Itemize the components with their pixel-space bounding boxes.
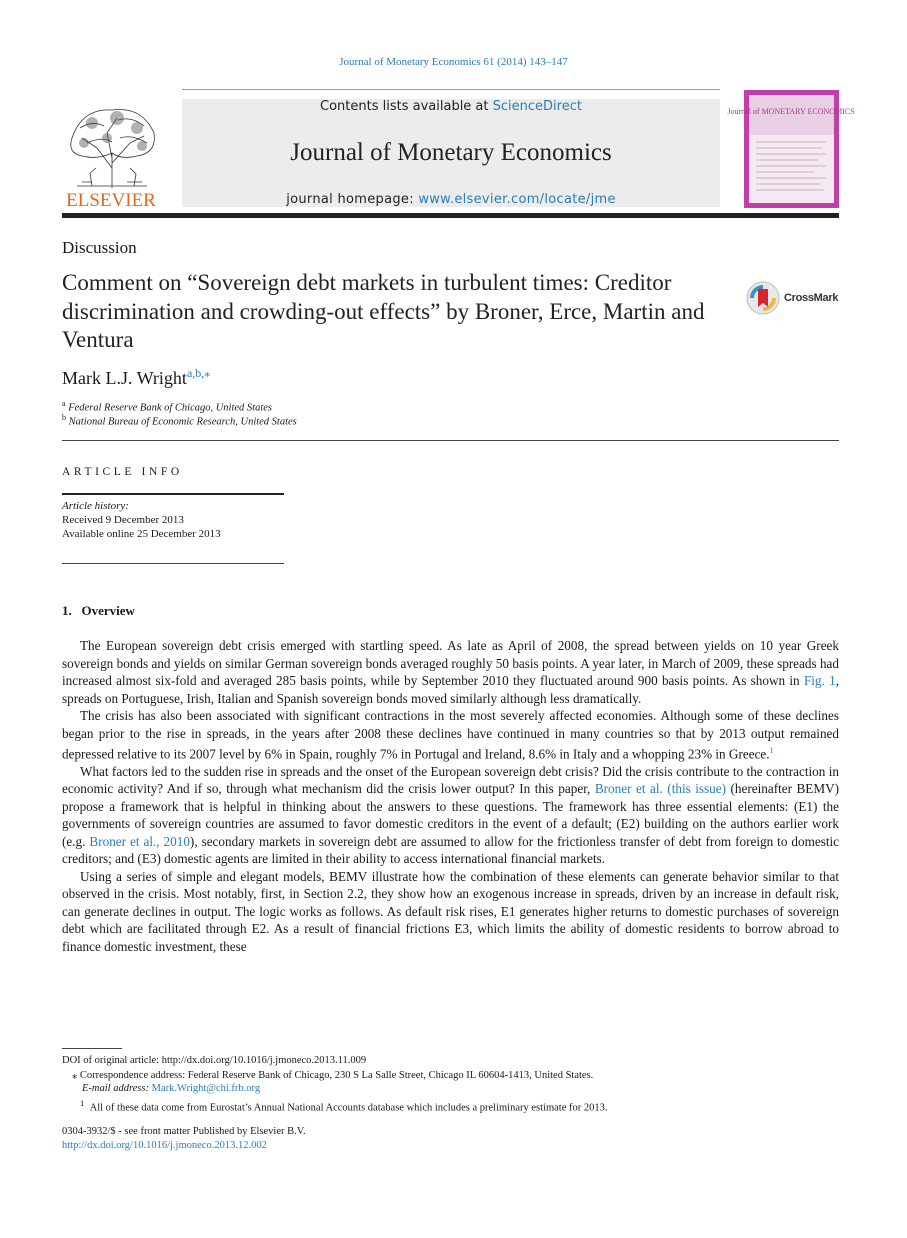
author-name-text: Mark L.J. Wright — [62, 368, 187, 388]
sciencedirect-link[interactable]: ScienceDirect — [492, 99, 582, 114]
elsevier-tree-icon — [62, 98, 160, 210]
section-heading — [62, 603, 135, 619]
section-divider — [62, 440, 839, 441]
affiliation-b: $^b$ National Bureau of Economic Research, United States — [62, 413, 297, 428]
homepage-link[interactable]: www.elsevier.com/locate/jme — [418, 192, 616, 207]
paragraph-1: The European sovereign debt crisis emerged with startling speed. As late as April of 2008, the spread between yields on 10 year Greek sovereign bonds and yields on similar German sovereign bonds averaged roughly 50 basis points. A year later, in March of 2009, these spreads had increased almost six-fold and averaged 285 basis points, while by September 2010 they fluctuated around 900 basis points. As shown in Fig. 1, spreads on Portuguese, Irish, Italian and Spanish sovereign bonds moved similarly although less dramatically. — [62, 638, 840, 706]
paragraph-2: The crisis has also been associated with significant contractions in the most severely affected economies. Although some of these declines began prior to the rise in spreads, in the years after 2008 these declines have continued in many countries so that by 2013 output remained depressed relative to its 2007 level by 6% in Spain, roughly 7% in Portugal and Ireland, 8.6% in Italy and a whopping 23% in Greece.$^1$ — [62, 708, 839, 762]
article-info-rule-top — [62, 493, 284, 495]
issn-line: 0304-3932/$ - see front matter Published by Elsevier B.V. — [62, 1126, 306, 1137]
email-link[interactable]: Mark.Wright@chi.frb.org — [151, 1083, 261, 1094]
body-text — [62, 637, 839, 955]
received-date: Received 9 December 2013 — [62, 514, 184, 526]
homepage-prefix: journal homepage: — [286, 192, 419, 207]
original-article-doi[interactable]: DOI of original article: http://dx.doi.org/10.1016/j.jmoneco.2013.11.009 — [62, 1055, 367, 1066]
crossmark-label[interactable]: CrossMark — [784, 292, 839, 304]
article-title: Comment on “Sovereign debt markets in turbulent times: Creditor discrimination and crowding-out effects” by Broner, Erce, Martin and Ventura — [62, 270, 705, 352]
article-info-rule-bottom — [62, 563, 284, 564]
article-info-heading: ARTICLE INFO — [62, 466, 183, 478]
email-line — [82, 1083, 260, 1094]
correspondence-address: ⁎ Correspondence address: Federal Reserve Bank of Chicago, 230 S La Salle Street, Chicago IL 60604-1413, United States. — [72, 1070, 594, 1081]
footnote-1: $^1$ All of these data come from Eurostat’s Annual National Accounts database which includes a preliminary estimate for 2013. — [80, 1098, 608, 1114]
section-number: 1. — [62, 603, 72, 618]
header-rule — [62, 213, 839, 218]
journal-homepage-line — [182, 192, 720, 207]
email-label: E-mail address: — [82, 1083, 152, 1094]
broner-2010-link[interactable]: Broner et al., 2010 — [89, 833, 190, 849]
journal-citation[interactable]: Journal of Monetary Economics 61 (2014) 143–147 — [339, 56, 568, 68]
journal-cover-image[interactable] — [727, 90, 855, 208]
article-doi-link[interactable]: http://dx.doi.org/10.1016/j.jmoneco.2013.12.002 — [62, 1140, 267, 1151]
elsevier-logo[interactable] — [62, 98, 160, 210]
affiliation-a: $^a$ Federal Reserve Bank of Chicago, United States — [62, 399, 273, 414]
paragraph-3: What factors led to the sudden rise in spreads and the onset of the European sovereign debt crisis? Did the crisis contribute to the contraction in economic activity? And if so, through what mechanism did the crisis lower output? In this paper, Broner et al. (this issue) (hereinafter BEMV) propose a framework that is helpful in thinking about the answers to these questions. The framework has three essential elements: (E1) the governments of sovereign countries are assumed to favor domestic creditors in the event of a default; (E2) building on the authors earlier work (e.g. Broner et al., 2010), secondary markets in sovereign debt are assumed to allow for the frictionless transfer of debt from foreign to domestic creditors; and (E3) domestic agents are limited in their ability to access international financial markets. — [62, 763, 840, 867]
fig-1-link[interactable]: Fig. 1 — [803, 673, 836, 688]
article-history-label: Article history: — [62, 500, 129, 512]
crossmark-icon — [745, 280, 781, 316]
header-top-rule — [182, 89, 720, 90]
contents-prefix: Contents lists available at — [320, 99, 493, 114]
author-affiliation-marks[interactable]: a,b,⁎ — [186, 366, 211, 380]
article-type: Discussion — [62, 238, 137, 257]
available-online-date: Available online 25 December 2013 — [62, 528, 221, 540]
author-name[interactable] — [62, 366, 210, 389]
footnote-1-ref[interactable]: 1 — [769, 746, 774, 755]
paragraph-4: Using a series of simple and elegant models, BEMV illustrate how the combination of these elements can generate behavior similar to that observed in the crisis. Most notably, first, in Section 2.2, they show how an exogenous increase in spreads, driven by an increase in default risk, can generate declines in output. The logic works as follows. As default risk rises, E1 generates higher returns to domestic purchases of sovereign debt which are facilitated through E2. As a result of financial frictions E3, which limits the ability of domestic residents to borrow abroad to finance domestic investment, these — [62, 868, 839, 954]
journal-cover-icon — [727, 90, 855, 208]
section-title: Overview — [81, 603, 135, 618]
journal-name: Journal of Monetary Economics — [290, 139, 612, 166]
footnote-rule — [62, 1048, 122, 1049]
cover-title: Journal of MONETARY ECONOMICS — [727, 107, 855, 116]
elsevier-wordmark: ELSEVIER — [66, 190, 156, 211]
contents-available-line — [182, 99, 720, 114]
broner-this-issue-link[interactable]: Broner et al. (this issue) — [594, 781, 727, 797]
